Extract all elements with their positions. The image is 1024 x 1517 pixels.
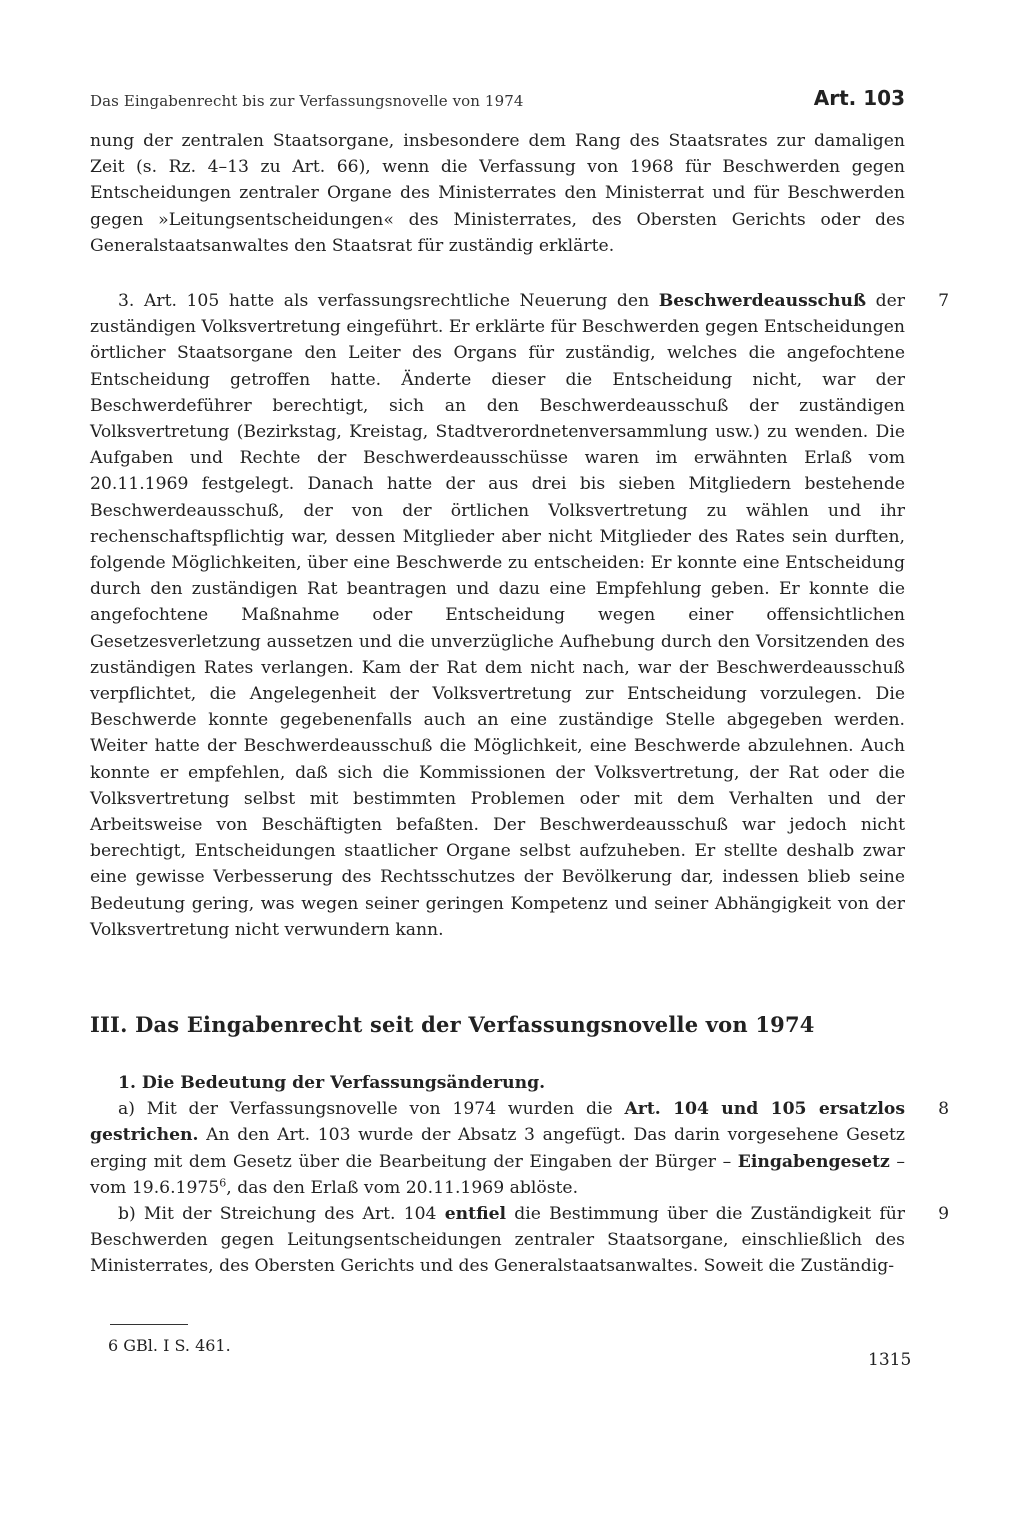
paragraph-8-t1: a) Mit der Verfassungsnovelle von 1974 wurden die bbox=[118, 1099, 625, 1120]
paragraph-7 bbox=[90, 288, 949, 943]
continuation-paragraph: nung der zentralen Staatsorgane, insbesondere dem Rang des Staatsrates zur damaligen Zeit (s. Rz. 4–13 zu Art. 66), wenn die Verfassung von 1968 für Beschwerden gegen Entscheidungen zentraler Organe des Ministerrates den Ministerrat und für Beschwerden gegen »Leitungsentscheidungen« des Ministerrates, des Obersten Gerichts oder des Generalstaatsanwaltes den Staatsrat für zuständig erklärte. bbox=[90, 131, 905, 256]
paragraph-8-b2: Eingabengesetz bbox=[737, 1151, 890, 1172]
section-body bbox=[90, 1070, 949, 1280]
section-heading: III. Das Eingabenrecht seit der Verfassungsnovelle von 1974 bbox=[90, 1012, 815, 1037]
paragraph-9-t1: b) Mit der Streichung des Art. 104 bbox=[118, 1204, 445, 1225]
paragraph-7-bold: Beschwerdeausschuß bbox=[658, 291, 867, 311]
running-head-title: Das Eingabenrecht bis zur Verfassungsnovelle von 1974 bbox=[90, 92, 524, 110]
paragraph-8-t2: An den Art. 103 wurde der Absatz 3 angefügt. Das darin vorgesehene Gesetz erging mit dem Gesetz über die Bearbeitung der Eingaben der Bürger – bbox=[90, 1125, 905, 1172]
continuation-text-block bbox=[90, 128, 905, 259]
footnote-ref-6[interactable]: 6 bbox=[219, 1176, 227, 1190]
margin-number-9: 9 bbox=[938, 1204, 949, 1225]
paragraph-9-t2: die Bestimmung über die Zuständigkeit für Beschwerden gegen Leitungsentscheidungen zentraler Staatsorgane, einschließlich des Ministerrates, des Obersten Gerichts und des Generalstaatsanwaltes. Soweit die Zuständig- bbox=[90, 1204, 905, 1277]
paragraph-9-text bbox=[90, 1201, 905, 1280]
footnote-divider bbox=[110, 1324, 188, 1325]
paragraph-7-pre: 3. Art. 105 hatte als verfassungsrechtliche Neuerung den bbox=[118, 291, 659, 311]
paragraph-7-text bbox=[90, 288, 905, 943]
paragraph-7-post: der zuständigen Volksvertretung eingeführt. Er erklärte für Beschwerden gegen Entscheidungen örtlicher Staatsorgane den Leiter des Organs für zuständig, welches die angefochtene Entscheidung getroffen hatte. Änderte dieser die Entscheidung nicht, war der Beschwerdeführer berechtigt, sich an den Beschwerdeausschuß der zuständigen Volksvertretung (Bezirkstag, Kreistag, Stadtverordnetenversammlung usw.) zu wenden. Die Aufgaben und Rechte der Beschwerdeausschüsse waren im erwähnten Erlaß vom 20.11.1969 festgelegt. Danach hatte der aus drei bis sieben Mitgliedern bestehende Beschwerdeausschuß, der von der örtlichen Volksvertretung zu wählen und ihr rechenschaftspflichtig war, dessen Mitglieder aber nicht Mitglieder des Rates sein durften, folgende Möglichkeiten, über eine Beschwerde zu entscheiden: Er konnte eine Entscheidung durch den zuständigen Rat beantragen und dazu eine Empfehlung geben. Er konnte die angefochtene Maßnahme oder Entscheidung wegen einer offensichtlichen Gesetzesverletzung aussetzen und die unverzügliche Aufhebung durch den Vorsitzenden des zuständigen Rates verlangen. Kam der Rat dem nicht nach, war der Beschwerdeausschuß verpflichtet, die Angelegenheit der Volksvertretung zur Entscheidung vorzulegen. Die Beschwerde konnte gegebenenfalls auch an eine zuständige Stelle abgegeben werden. Weiter hatte der Beschwerdeausschuß die Möglichkeit, eine Beschwerde abzulehnen. Auch konnte er empfehlen, daß sich die Kommissionen der Volksvertretung, der Rat oder die Volksvertretung selbst mit bestimmten Problemen oder mit dem Verhalten und der Arbeitsweise von Beschäftigten befaßten. Der Beschwerdeausschuß war jedoch nicht berechtigt, Entscheidungen staatlicher Organe selbst aufzuheben. Er stellte deshalb zwar eine gewisse Verbesserung des Rechtsschutzes der Bevölkerung dar, indessen blieb seine Bedeutung gering, was wegen seiner geringen Kompetenz und seiner Abhängigkeit von der Volksvertretung nicht verwundern kann. bbox=[90, 291, 905, 940]
subheading-text: 1. Die Bedeutung der Verfassungsänderung. bbox=[118, 1073, 546, 1093]
footnote-6: 6 GBl. I S. 461. bbox=[108, 1336, 231, 1355]
paragraph-8-t3: – vom 19.6.1975 bbox=[90, 1151, 905, 1198]
margin-number-7: 7 bbox=[938, 291, 949, 311]
paragraph-8-t4: , das den Erlaß vom 20.11.1969 ablöste. bbox=[226, 1177, 579, 1198]
paragraph-8 bbox=[90, 1096, 949, 1201]
paragraph-9 bbox=[90, 1201, 949, 1280]
article-number: Art. 103 bbox=[813, 86, 905, 110]
subheading bbox=[90, 1070, 905, 1096]
paragraph-8-b1: Art. 104 und 105 ersatzlos gestrichen. bbox=[90, 1099, 905, 1146]
margin-number-8: 8 bbox=[938, 1099, 949, 1120]
paragraph-9-b1: entfiel bbox=[444, 1204, 507, 1225]
page-number: 1315 bbox=[868, 1350, 912, 1370]
running-head bbox=[90, 86, 905, 116]
paragraph-8-text bbox=[90, 1096, 905, 1201]
